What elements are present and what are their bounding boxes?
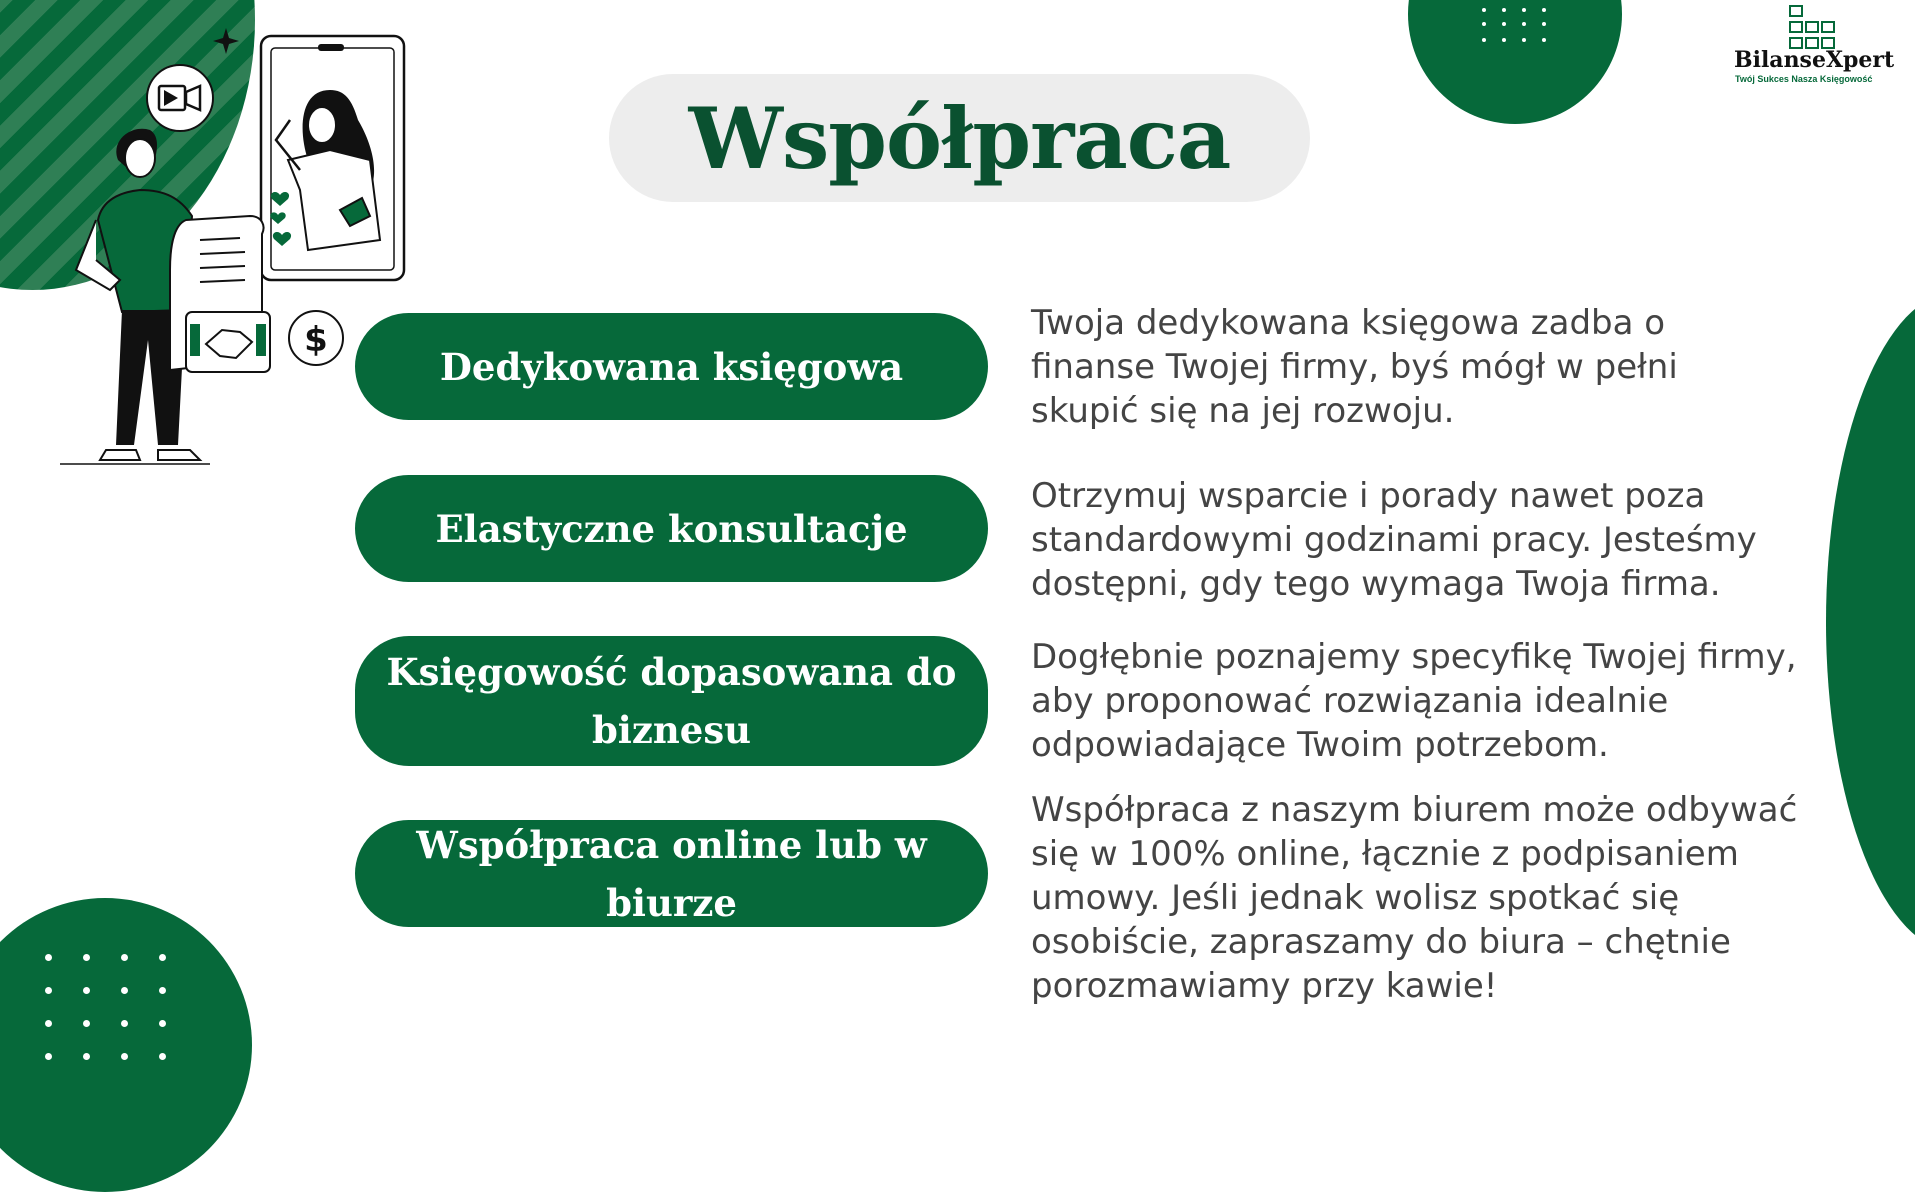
illustration xyxy=(40,20,420,565)
page-title: Współpraca xyxy=(688,88,1231,188)
logo xyxy=(1732,2,1915,92)
svg-text:$: $ xyxy=(304,320,328,360)
feature-pill-dedicated-accountant: Dedykowana księgowa xyxy=(355,313,988,420)
feature-description-flexible-consultations: Otrzymuj wsparcie i porady nawet poza standardowymi godzinami pracy. Jesteśmy dostępni, gdy tego wymaga Twoja firma. xyxy=(1031,476,1757,604)
feature-description-online-or-office: Współpraca z naszym biurem może odbywać się w 100% online, łącznie z podpisaniem umowy. Jeśli jednak wolisz spotkać się osobiście, zapraszamy do biura – chętnie porozmawiamy przy kawie! xyxy=(1031,790,1798,1006)
man-figure xyxy=(60,129,264,464)
right-arc-decoration xyxy=(1826,292,1915,952)
handshake-icon xyxy=(186,312,270,372)
feature-pill-online-or-office: Współpraca online lub w biurze xyxy=(355,820,988,927)
logo-tagline: Twój Sukces Nasza Księgowość xyxy=(1735,74,1873,84)
bottom-circle-decoration xyxy=(0,898,252,1192)
dollar-coin-icon xyxy=(289,311,343,365)
calculator-grid-icon xyxy=(1788,4,1840,52)
video-camera-icon xyxy=(147,65,213,131)
feature-description-dedicated-accountant: Twoja dedykowana księgowa zadba o finanse Twojej firmy, byś mógł w pełni skupić się na jej rozwoju. xyxy=(1031,303,1678,431)
feature-pill-tailored-accounting: Księgowość dopasowana do biznesu xyxy=(355,636,988,766)
feature-pill-flexible-consultations: Elastyczne konsultacje xyxy=(355,475,988,582)
sparkle-icon xyxy=(213,28,239,54)
phone-frame xyxy=(261,36,404,280)
top-circle-decoration xyxy=(1408,0,1622,124)
title-pill xyxy=(609,74,1310,202)
logo-name: BilanseXpert xyxy=(1734,47,1895,73)
feature-description-tailored-accounting: Dogłębnie poznajemy specyfikę Twojej firmy, aby proponować rozwiązania idealnie odpowiadające Twoim potrzebom. xyxy=(1031,637,1797,765)
